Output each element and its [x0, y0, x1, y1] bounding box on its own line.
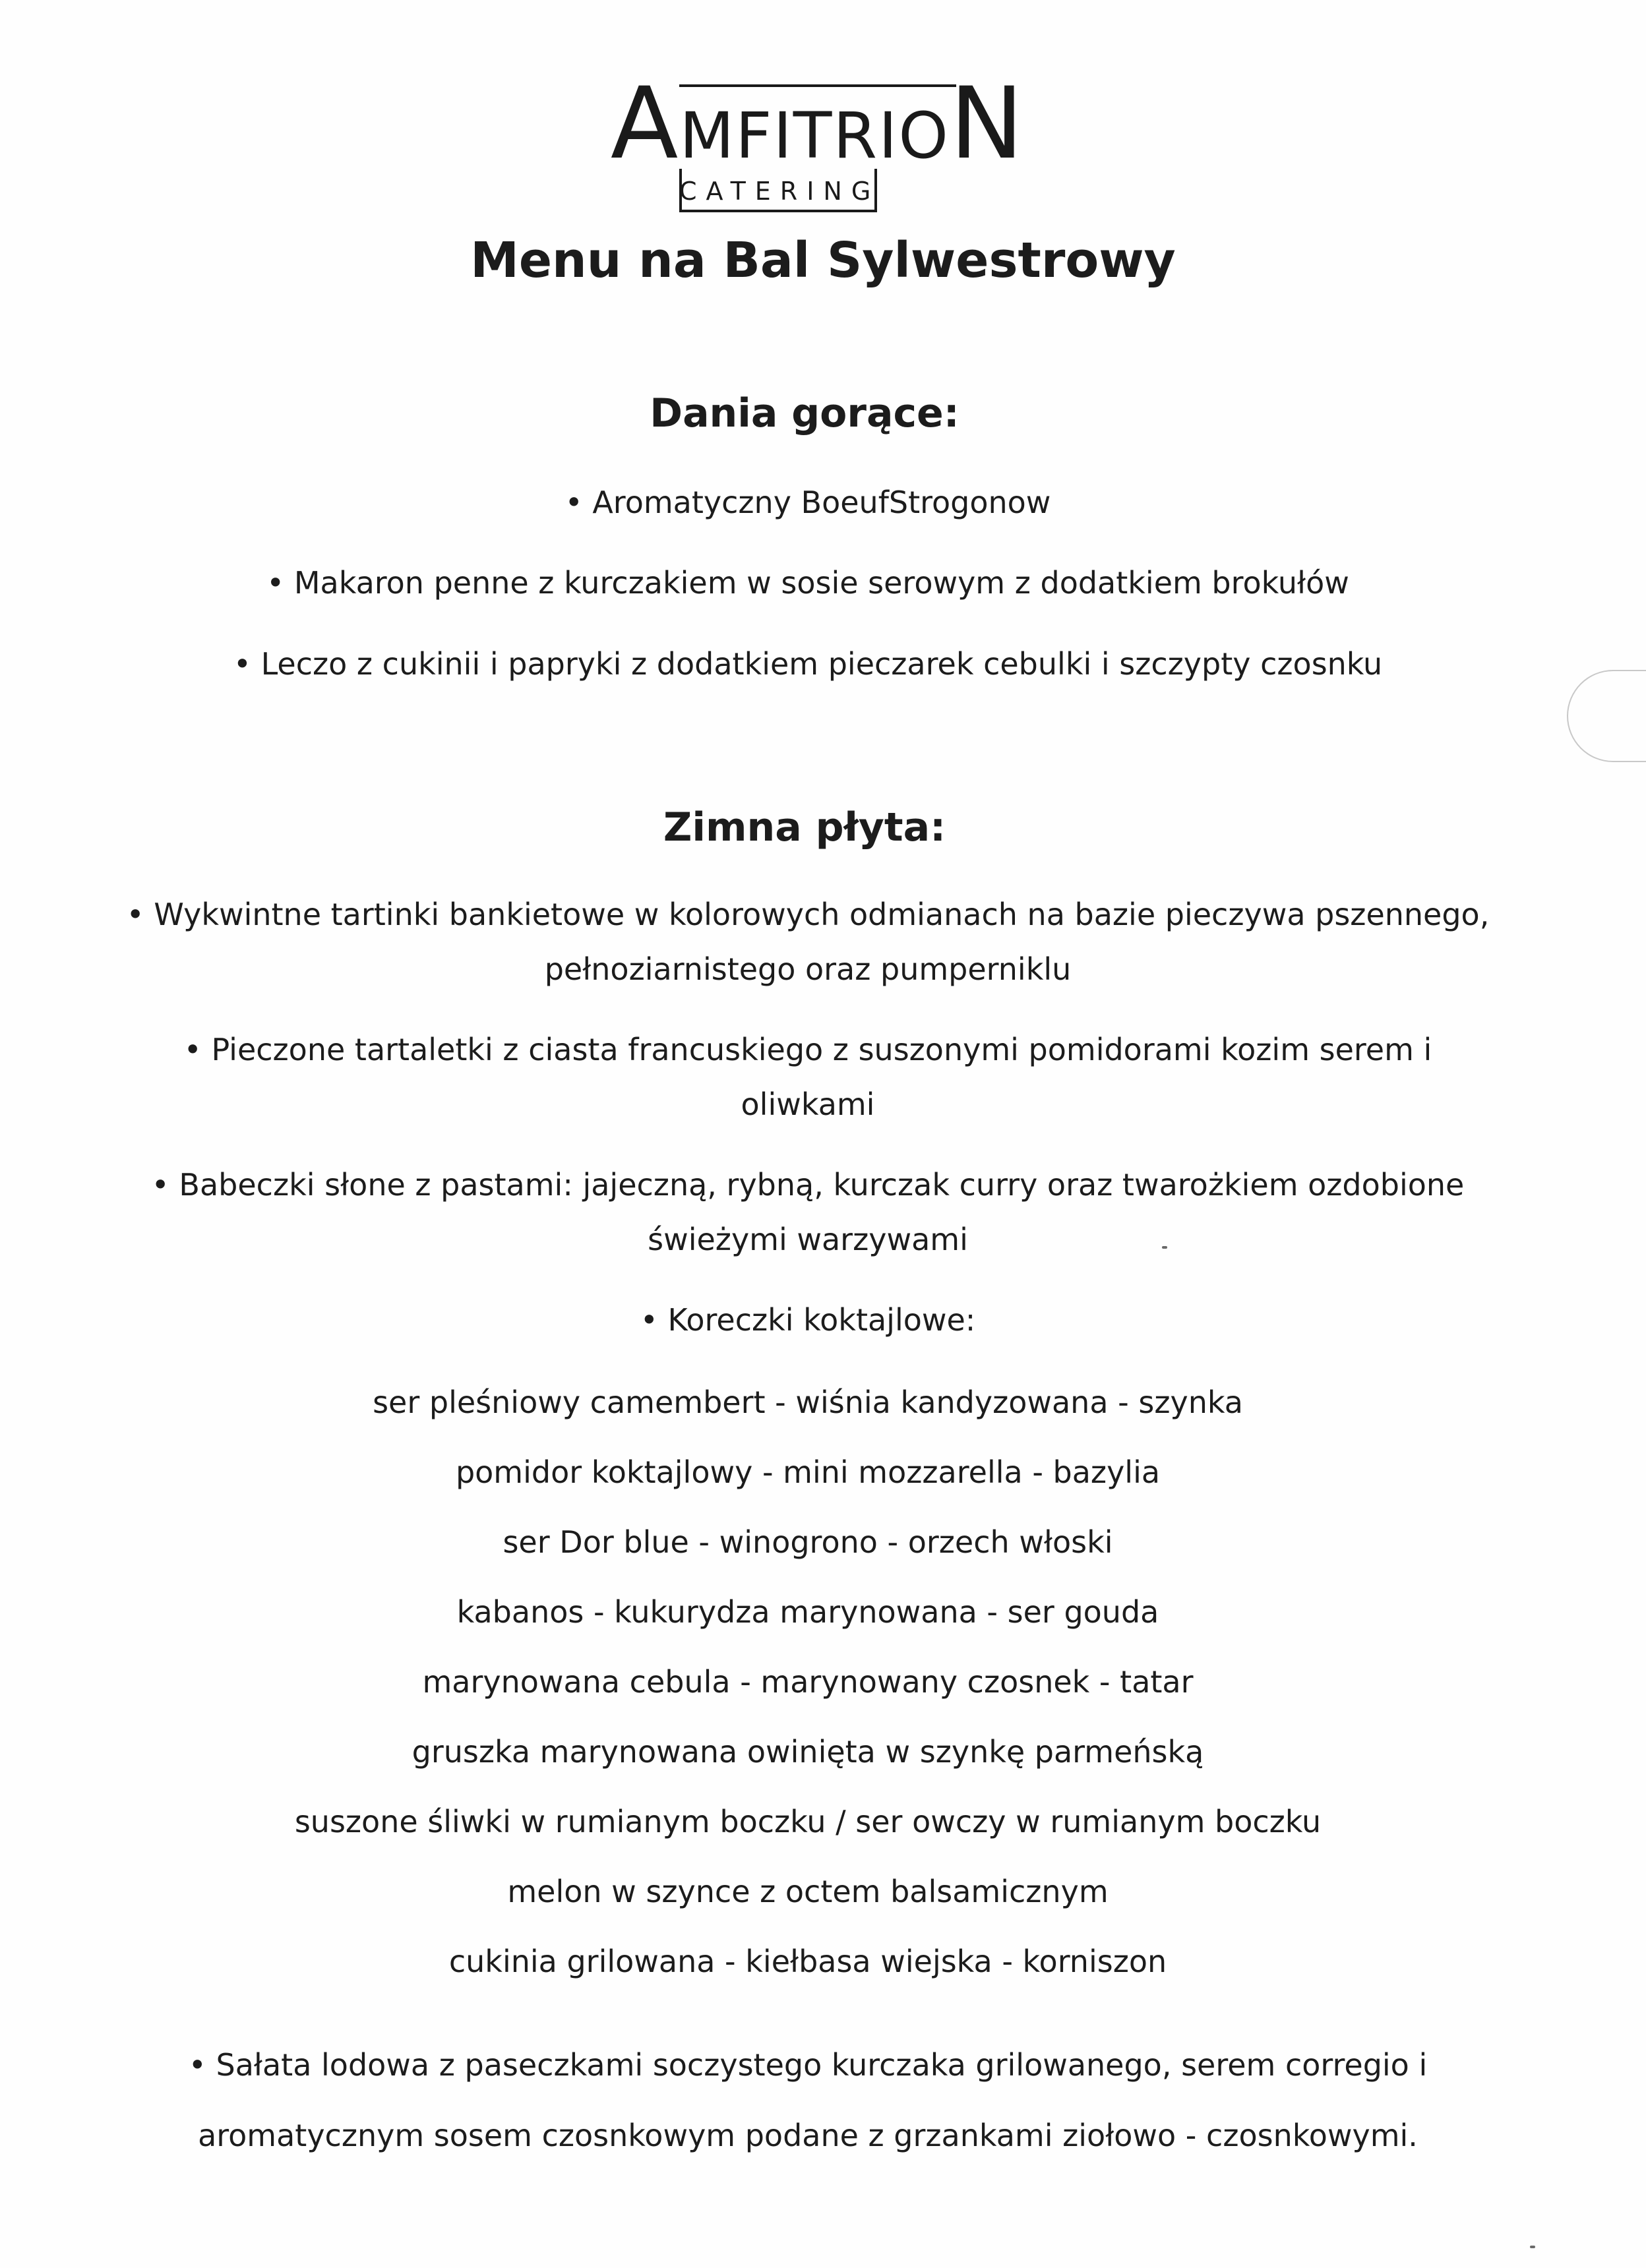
skewer-item: pomidor koktajlowy - mini mozzarella - bazylia: [455, 1454, 1161, 1490]
logo-letters-middle: MFITRIO: [679, 99, 950, 173]
skewer-item: kabanos - kukurydza marynowana - ser gouda: [456, 1594, 1159, 1630]
logo-letter-first: A: [610, 67, 680, 181]
cold-item-line: pełnoziarnistego oraz pumperniklu: [544, 951, 1072, 987]
skewer-item: gruszka marynowana owinięta w szynkę parmeńską: [412, 1734, 1204, 1770]
skewer-item: suszone śliwki w rumianym boczku / ser owczy w rumianym boczku: [294, 1804, 1322, 1839]
amfitrion-catering-logo: [594, 67, 1042, 223]
logo-wordmark: [594, 67, 1042, 182]
skewer-item: cukinia grilowana - kiełbasa wiejska - korniszon: [448, 1944, 1167, 1979]
hot-dish-item: • Leczo z cukinii i papryki z dodatkiem pieczarek cebulki i szczypty czosnku: [0, 646, 1616, 682]
cold-item-line: świeżymi warzywami: [648, 1222, 968, 1257]
cold-item-line: • Wykwintne tartinki bankietowe w kolorowych odmianach na bazie pieczywa pszennego,: [0, 897, 1616, 932]
logo-subtitle: CATERING: [679, 177, 880, 206]
skewer-item: marynowana cebula - marynowany czosnek - tatar: [422, 1664, 1194, 1700]
scan-speck: [1162, 1246, 1167, 1249]
cold-buffet-heading: Zimna płyta:: [663, 804, 946, 850]
page-title: Menu na Bal Sylwestrowy: [470, 232, 1176, 289]
logo-letter-last: N: [949, 67, 1025, 181]
skewer-item: melon w szynce z octem balsamicznym: [507, 1874, 1109, 1909]
salad-line: aromatycznym sosem czosnkowym podane z grzankami ziołowo - czosnkowymi.: [198, 2118, 1418, 2153]
cold-item-line: • Koreczki koktajlowe:: [0, 1302, 1616, 1338]
hot-dish-item: • Aromatyczny BoeufStrogonow: [0, 485, 1616, 520]
skewer-item: ser pleśniowy camembert - wiśnia kandyzowana - szynka: [373, 1385, 1243, 1420]
cold-item-line: • Pieczone tartaletki z ciasta francuskiego z suszonymi pomidorami kozim serem i: [0, 1032, 1616, 1067]
cold-item-line: oliwkami: [741, 1087, 875, 1122]
skewer-item: ser Dor blue - winogrono - orzech włoski: [503, 1524, 1113, 1560]
punch-hole-mark: [1567, 670, 1646, 762]
scan-speck: [1530, 2246, 1535, 2248]
salad-line: • Sałata lodowa z paseczkami soczystego kurczaka grilowanego, serem corregio i: [0, 2047, 1616, 2083]
hot-dish-item: • Makaron penne z kurczakiem w sosie serowym z dodatkiem brokułów: [0, 565, 1616, 601]
cold-item-line: • Babeczki słone z pastami: jajeczną, rybną, kurczak curry oraz twarożkiem ozdobione: [0, 1167, 1616, 1203]
hot-dishes-heading: Dania gorące:: [650, 390, 960, 436]
